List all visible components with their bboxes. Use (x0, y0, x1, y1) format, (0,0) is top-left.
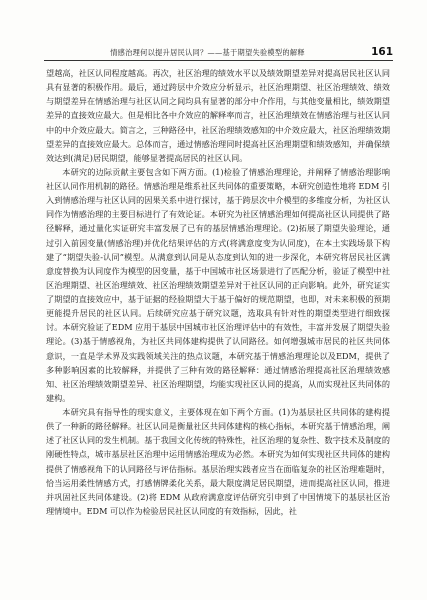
body-text (46, 66, 390, 580)
page-number: 161 (371, 46, 393, 58)
paragraph-implications: 本研究具有指导性的现实意义，主要体现在如下两个方面。(1)为基层社区共同体的建构提供了一种新的路径解释。社区认同是衡量社区共同体建构的核心指标，本研究基于情感治理，阐述了社区认同的发生机制。基于我国文化传统的特殊性，社区治理的复杂性、数字技术及制度的刚硬性特点，城市基层社区治理中运用情感治理成为必然。本研究为如何实现社区共同体的建构提供了情感视角下的认同路径与评估指标。基层治理实践者应当在面临复杂的社区治理难题时，恰当运用柔性情感方式，打感情牌柔化关系，最大限度满足居民期望，进而提高社区认同，推进并巩固社区共同体建设。(2)将 EDM 从政府满意度评估研究引申到了中国情境下的基层社区治理情境中。EDM 可以作为检验居民社区认同度的有效指标，因此，社 (46, 407, 390, 516)
paragraph-contributions: 本研究的边际贡献主要包含如下两方面。(1)检验了情感治理理论，并阐释了情感治理影响社区认同作用机制的路径。情感治理是维系社区共同体的重要策略，本研究创造性地将 EDM 引入到情感治理与社区认同的因果关系中进行探讨，基于跨层次中介模型的多维度分析，为社区认同作为情感治理的主要目标进行了有效论证。本研究为社区情感治理如何提高社区认同提供了路径解释，通过量化实证研究丰富发展了已有的基层情感治理理论。(2)拓展了期望失验理论，通过引入前因变量(情感治理)并优化结果评估的方式(将满意度变为认同度)，在本土实践场景下构建了“期望失验-认同”模型。从满意到认同是从态度到认知的进一步深化，本研究将居民社区满意度替换为认同度作为模型的因变量，基于中国城市社区场景进行了匹配分析，验证了模型中社区治理期望、社区治理绩效、社区治理绩效期望差异对于社区认同的正向影响。此外，研究证实了期望的直接效应中，基于证据的经验期望大于基于偏好的规范期望，也即，对未来积极的预期更能提升居民的社区认同。后续研究应基于研究议题，选取具有针对性的期望类型进行细致探讨。本研究验证了EDM 应用于基层中国城市社区治理评估中的有效性，丰富并发展了期望失验理论。(3)基于情感视角，为社区共同体建构提供了认同路径。如何增强城市居民的社区共同体意识，一直是学术界及实践领域关注的热点议题，本研究基于情感治理理论以及EDM，提供了多种影响因素的比较解释，并提供了三种有效的路径解释：通过情感治理提高社区治理绩效感知、社区治理绩效期望差异、社区治理期望，均能实现社区认同的提高，从而实现社区共同体的建构。 (46, 166, 390, 403)
running-header (44, 44, 393, 61)
paragraph-continuation: 望越高，社区认同程度越高。再次，社区治理的绩效水平以及绩效期望差异对提高居民社区认同具有显著的积极作用。最后，通过跨层中介效应分析显示，社区治理期望、社区治理绩效、绩效与期望差异在情感治理与社区认同之间均具有显著的部分中介作用，与其他变量相比，绩效期望差异的直接效应最大。但是相比各中介效应的解释率而言，社区治理绩效在情感治理与社区认同中的中介效应最大。简言之，三种路径中，社区治理绩效感知的中介效应最大，社区治理绩效期望差异的直接效应最大。总体而言，通过情感治理同时提高社区治理期望和绩效感知，并确保绩效达到(满足)居民期望，能够显著提高居民的社区认同。 (46, 68, 390, 163)
running-title: 情感治理何以提升居民认同？——基于期望失验模型的解释 (110, 48, 305, 57)
